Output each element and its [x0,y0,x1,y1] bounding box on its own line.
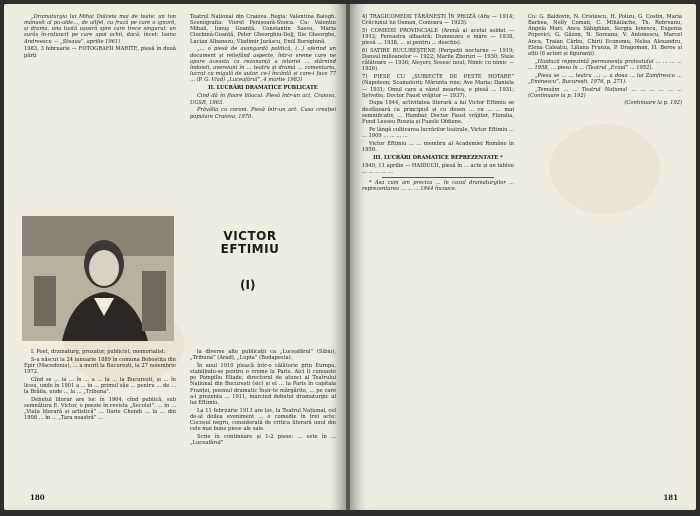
bio-paragraph: La 11 februarie 1913 are loc, la Teatrul Național, cel de-al doilea eveniment ... o comedie în trei acte: Cocoșul negru, considerată de critica literară unul din cele mai bune piese ale sale. [190,407,336,433]
review-quote: „Temaăm ... ... Teatrul Național ... ... ... ... ... ... (Continuare la p. 192) [528,86,682,99]
author-name [220,230,280,256]
page-number: 180 [30,493,45,502]
left-column-1 [24,14,176,60]
bio-paragraph: S-a născut la 24 ianuarie 1889 în comuna Boboștița din Epir (Macedonia), ... a murit la București, la 27 noiembrie 1972. [24,356,176,376]
left-column-2 [190,14,336,121]
continuation-note: (Continuare la p. 192) [624,100,682,107]
portrait-illustration [22,216,174,341]
part-numeral: (I) [240,278,256,292]
review-quote: „Piesa se ... ... teatru ...; ... a doua ... lui Zamfirescu ... „Eminescu”, București, 1976, p. 271). [528,72,682,85]
list-item: Victor Eftimiu ... ... membru al Academiei Române în 1950. [362,140,514,153]
page-number: 181 [663,493,678,502]
bio-paragraph: Debutul literar are loc în 1904, cînd publică, sub semnătura E. Victor, o poezie în revista „Secolul”. ... în ... „Viața literară și artistică” ... Ilarie Chendi ... la ... din 1908 ... în ... „Tara noastră” ... [24,396,176,422]
paper-stain [550,124,660,214]
author-name-last: EFTIMIU [220,242,280,256]
left-column-2-lower [190,349,336,448]
author-name-first: VICTOR [223,229,277,243]
section-heading: II. LUCRĂRI DRAMATICE PUBLICATE [208,85,318,92]
work-entry: Prăvălia cu coroni. Piesă într-un act. Casa creației populare Craiova, 1970. [190,107,336,120]
list-item: 4) TRAGICOMEDII ȚĂRĂNEȘTI ÎN PROZĂ (Afiș — 1914; Crăciunul lui Osman, Comoara — 1923). [362,14,514,27]
list-item: 7) PIESE CU „SUBIECTE DE PESTE HOTARE” (Napoleon; Scamatorii; Mărunta roie; Ave Maria; Daniela — 1931; Omul care a văzut moartea, o piesă ... 1931; Sylvette; Doctor Faust vrăjitor — 1937). [362,74,514,99]
right-column-1 [362,14,514,194]
biography-column [24,349,176,423]
bio-paragraph: Scrie în continuare și 1-2 piese: ... este în ... „Luceafărul” [190,433,336,446]
list-item: 5) COMEDII PROVINCIALE (Arenă al acelui soldat — 1912; Fereastra albastră; Dumnezeu e mare — 1938, piesă ... 1938, ... și pentru ... deschis). [362,27,514,47]
portrait-photo [22,216,174,341]
section-heading: III. LUCRĂRI DRAMATICE REPREZENTATE * [373,154,503,161]
review-quote: „... o piesă de avangardă politică, (...) oferind un document și reliefând aspecte, într-o vreme care ne apare aceasta ca rezonanță a istoriei ... stârnind îndoieli, aversiuni în ... teatru și dramă ... comentariu, lucrat cu migală de autor, ce-l încântă și care-i face 77 ... (P. G. Vlad) „Luceafărul”, 4 martie 1983) [190,46,336,84]
bio-paragraph: la diverse alte publicații ca „Luceafărul” (Sibiu), „Tribuna” (Arad), „Lupta” (Budapesta). [190,349,336,362]
performance-entry: 1949, 11 aprilie — HAIDUCII, piesă în ... acte și un tablou ... ... ... ... ... [362,163,514,176]
review-quote: „Haiducii reprezintă permanența protestului ... ... ... ... ... 1958, ... piesa în ... (Teatrul „Ecoul” ... 1952). [528,58,682,71]
list-item: Pe lângă cultivarea lucrărilor teatrale, Victor Eftimiu ... ... 1909 ... ... ... ... [362,126,514,139]
bio-paragraph: Cînd se ... la ... în ... a ... la ... la București, și ... în liceu, unde în 1901 a ... în ... primul său ... pentru ... de ... la Brăila, unde ... la ... „Tribuna”. [24,376,176,396]
cast-paragraph: Cu: G. Baldovin, N. Cristescu, H. Polizu, G. Costin, Maria Barbea, Nelly Coman, C. Mihăilache, Th. Rebreanu, Angela Mari, Anca Săhighian, Sergiu Ionescu, Eugenia Popovici, G. Găzon, N. Soreanu, V. Antonescu, Marcel Anca, Traian Cărbu, Chirii Economu, Nelea Alexandru, Elena Caleatiu, Liliana Frunza, P. Dragoman, H. Beros și alții (8 actori și figuranți). [528,14,682,57]
right-column-2 [528,14,682,108]
list-item: Dupa 1944, activitatea literară a lui Victor Eftimiu se desfășoară ca principiul și cu desen ... cu ... ... mai semnificativ, ... Hambar, Doctor Faust vrăjitor, Floralia, Fund Lesseu Ruszia și Fuzele Ofdiene. [362,100,514,125]
portrait-block [22,216,340,341]
footnote-divider [382,177,494,178]
bio-paragraph: I. Poet, dramaturg, prozator, publicist, memorialist. [31,349,166,355]
chronology-entry: 1983, 3 februarie — FOTOGRAFII MARITE, piesă în două părți [24,46,176,59]
cast-paragraph: Teatrul Național din Craiova. Regia: Valentina Balogh. Scenografia: Viorel Penișoară-Stoica. Cu: Valentin Mihali, Ionuș Goanță, Constantin Sassu, Maria Ciochină-Goanță, Peter Gheorghiu-Dolj, Ilie Gheorghe, Lucian Albanezu, Vladimir Jurăscu, Emil Boroghină. [190,14,336,45]
name-area [180,216,340,341]
quote-paragraph: „Dramaturgia lui Mihai Dulceiu mai de toate: un ton mănusit al pu-alde..., de altfel, cu frază pe care o ignoră, și drama, una toată ușoară spre care trece singurul: un surâs în-rotuncit pe care apoi ochii, dacă, încet: Ioana Andreescu — „Steaua”, aprilie 1961) [24,14,176,45]
left-page [4,4,346,510]
right-page [350,4,696,510]
footnote: * Asa cum am preciza ... în cazul dramaturgilor ... reprezentarea ... ... ... 1944 încoace. [362,180,514,193]
work-entry: Cind dă în floare liliacul. Piesă într-un act, Craiova, UGSR, 1963. [190,93,336,106]
bio-paragraph: În anul 1910 pleacă într-o călătorie prin Europa, stabilindu-se pentru o vreme la Paris. Aici îl cunoaște pe Pompiliu Eliade, directorul de atunci al Teatrului Național din București (sic) și el ... la Paris în capitala Franței, poemul dramatic Înșir-te mărgărite, ... pe care a-l prezenta ... 1911, marcind debutul dramaturgic al lui Eftimiu. [190,362,336,406]
list-item: 6) SATIRE BUCUREȘTENE (Peripeții nocturne — 1919; Dansul milioanelor — 1922; Marile Zboruri — 1930; Stele călătoare — 1936; Aleyeri; Sosesc noul; Nimic cu nimic — 1926). [362,47,514,73]
